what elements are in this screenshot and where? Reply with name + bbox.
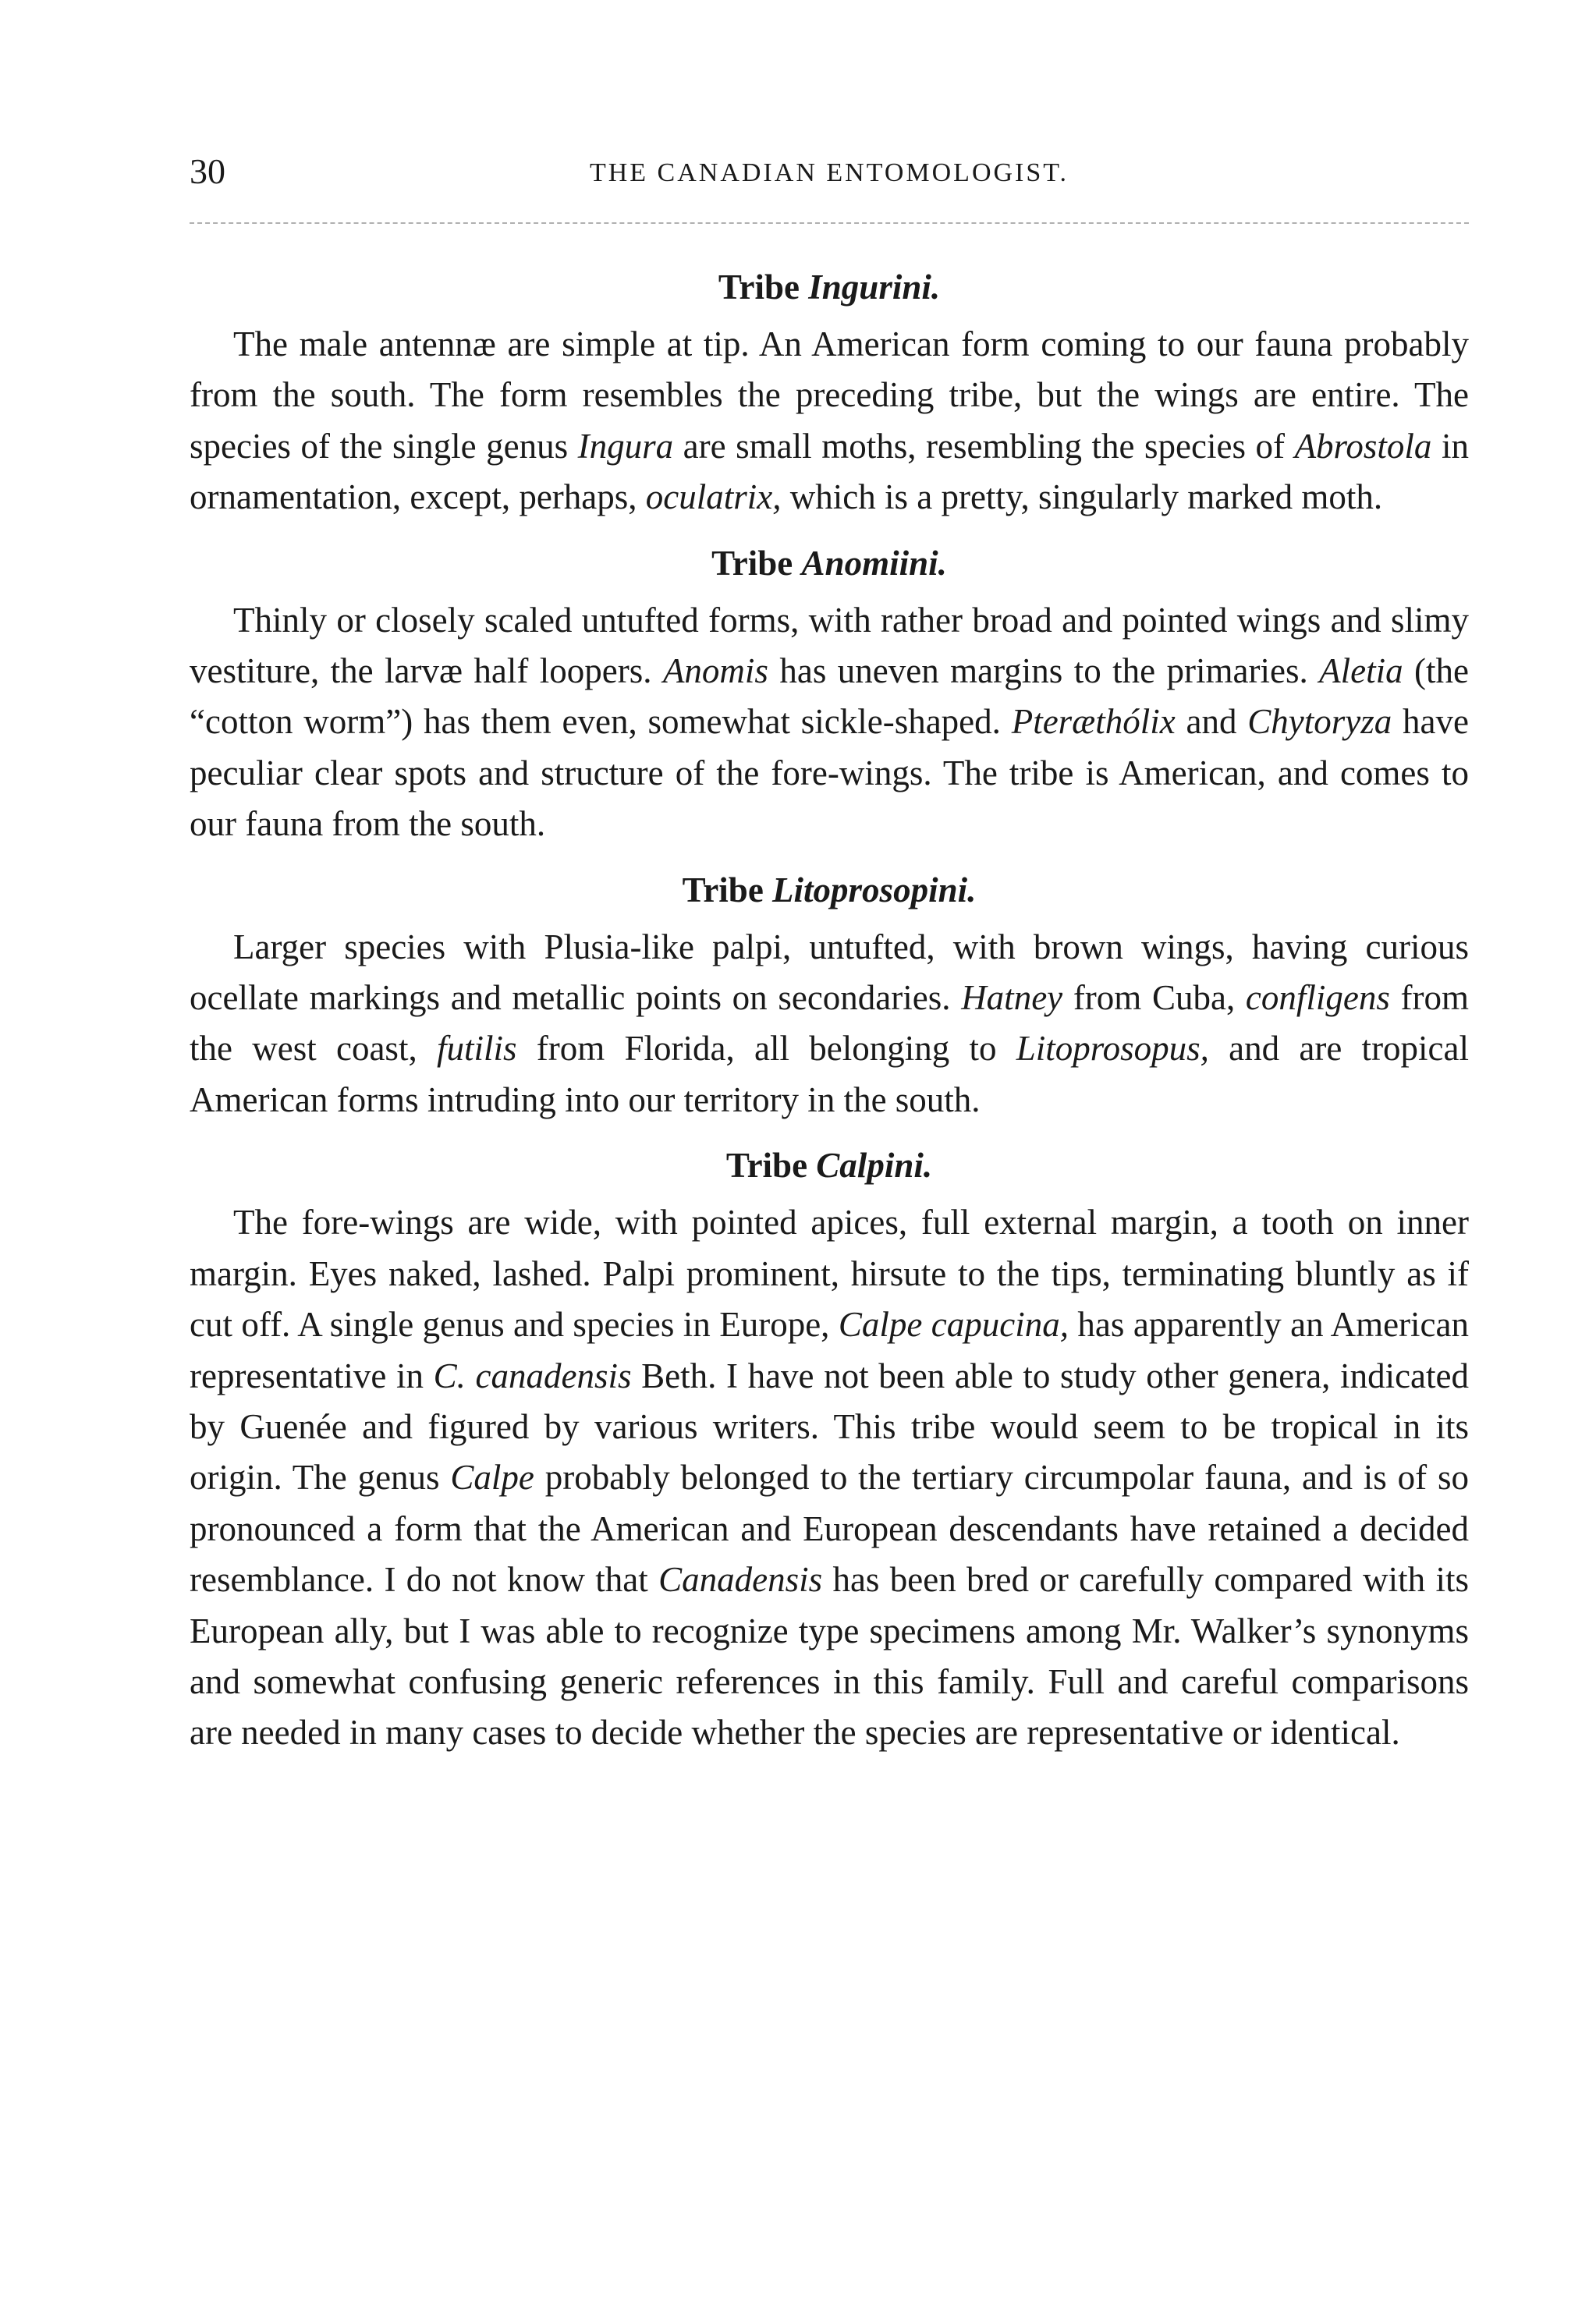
paragraph-text: The fore-wings are wide, with pointed apices, full external margin, a tooth on inner margin. Eyes naked, lashed. Palpi prominent, hirsute to the tips, terminating bluntly as if cut off. A single genus and species in Europe, <box>190 1203 1469 1345</box>
species-name: oculatrix, <box>645 477 782 517</box>
tribe-heading-name: Calpini. <box>816 1146 933 1186</box>
species-name: Anomis <box>662 651 768 691</box>
paragraph-text: has been bred or carefully compared with its European ally, but I was able to recognize type specimens among Mr. Walker’s synonyms and somewhat confusing generic references in this family. Full and careful comparisons are needed in many cases to decide whether the species are representative or identical. <box>190 1560 1469 1753</box>
tribe-heading-name: Ingurini. <box>808 268 941 307</box>
paragraph-text: probably belonged to the tertiary circumpolar fauna, and is of so pronounced a form that the American and European descendants have retained a decided resemblance. I do not know that <box>190 1458 1469 1600</box>
species-name: Hatney <box>961 978 1063 1018</box>
species-name: C. canadensis <box>433 1356 632 1395</box>
paragraph-text: from the west coast, <box>190 978 1470 1069</box>
paragraph-text: are small moths, resembling the species of <box>673 426 1295 466</box>
paragraph-text: in ornamentation, except, perhaps, <box>190 426 1469 517</box>
tribe-heading-ingurini <box>190 261 1469 313</box>
tribe-heading-calpini <box>190 1140 1469 1191</box>
species-name: Pteræthólix <box>1011 702 1176 742</box>
paragraph-anomiini <box>190 595 1469 850</box>
paragraph-text: have peculiar clear spots and structure of the fore-wings. The tribe is American, and comes to our fauna from the south. <box>190 702 1469 844</box>
paragraph-ingurini <box>190 319 1469 523</box>
running-head: THE CANADIAN ENTOMOLOGIST. <box>589 158 1069 187</box>
tribe-heading-anomiini <box>190 537 1469 589</box>
species-name: confligens <box>1245 978 1390 1018</box>
tribe-heading-prefix: Tribe <box>711 543 793 583</box>
paragraph-text: The male antennæ are simple at tip. An American form coming to our fauna probably from the south. The form resembles the preceding tribe, but the wings are entire. The species of the single genus <box>190 324 1469 466</box>
tribe-heading-prefix: Tribe <box>725 1146 808 1186</box>
species-name: Aletia <box>1319 651 1403 691</box>
species-name: Abrostola <box>1294 426 1432 466</box>
paragraph-calpini <box>190 1197 1469 1758</box>
species-name: futilis <box>436 1029 517 1069</box>
species-name: Calpe capucina, <box>838 1305 1069 1345</box>
paragraph-text: Beth. I have not been able to study other genera, indicated by Guenée and figured by various writers. This tribe would seem to be tropical in its origin. The genus <box>190 1356 1469 1498</box>
tribe-heading-prefix: Tribe <box>682 870 764 909</box>
paragraph-text: has uneven margins to the primaries. <box>768 651 1320 691</box>
tribe-heading-name: Anomiini. <box>801 543 947 583</box>
tribe-heading-name: Litoprosopini. <box>772 870 977 909</box>
paragraph-text: (the “cotton worm”) has them even, somewhat sickle-shaped. <box>190 651 1469 742</box>
species-name: Canadensis <box>658 1560 823 1600</box>
paragraph-text: has apparently an American representative in <box>190 1305 1469 1395</box>
paragraph-text: Larger species with Plusia-like palpi, untufted, with brown wings, having curious ocellate markings and metallic points on secondaries. <box>190 927 1469 1018</box>
species-name: Calpe <box>450 1458 534 1498</box>
article-body <box>190 261 1469 1759</box>
tribe-heading-prefix: Tribe <box>718 268 800 307</box>
species-name: Chytoryza <box>1247 702 1392 742</box>
species-name: Ingura <box>577 426 674 466</box>
paragraph-text: from Florida, all belonging to <box>516 1029 1016 1069</box>
paragraph-text: and <box>1175 702 1248 742</box>
header-rule <box>190 222 1469 224</box>
paragraph-text: and are tropical American forms intruding into our territory in the south. <box>190 1029 1470 1119</box>
paragraph-text: which is a pretty, singularly marked moth. <box>781 477 1383 517</box>
page-header <box>190 148 1469 195</box>
species-name: Litoprosopus, <box>1016 1029 1209 1069</box>
tribe-heading-litoprosopini <box>190 864 1469 916</box>
paragraph-text: Thinly or closely scaled untufted forms, with rather broad and pointed wings and slimy vestiture, the larvæ half loopers. <box>190 600 1469 691</box>
page-number: 30 <box>190 151 225 191</box>
paragraph-text: from Cuba, <box>1062 978 1246 1018</box>
paragraph-litoprosopini <box>190 922 1469 1126</box>
